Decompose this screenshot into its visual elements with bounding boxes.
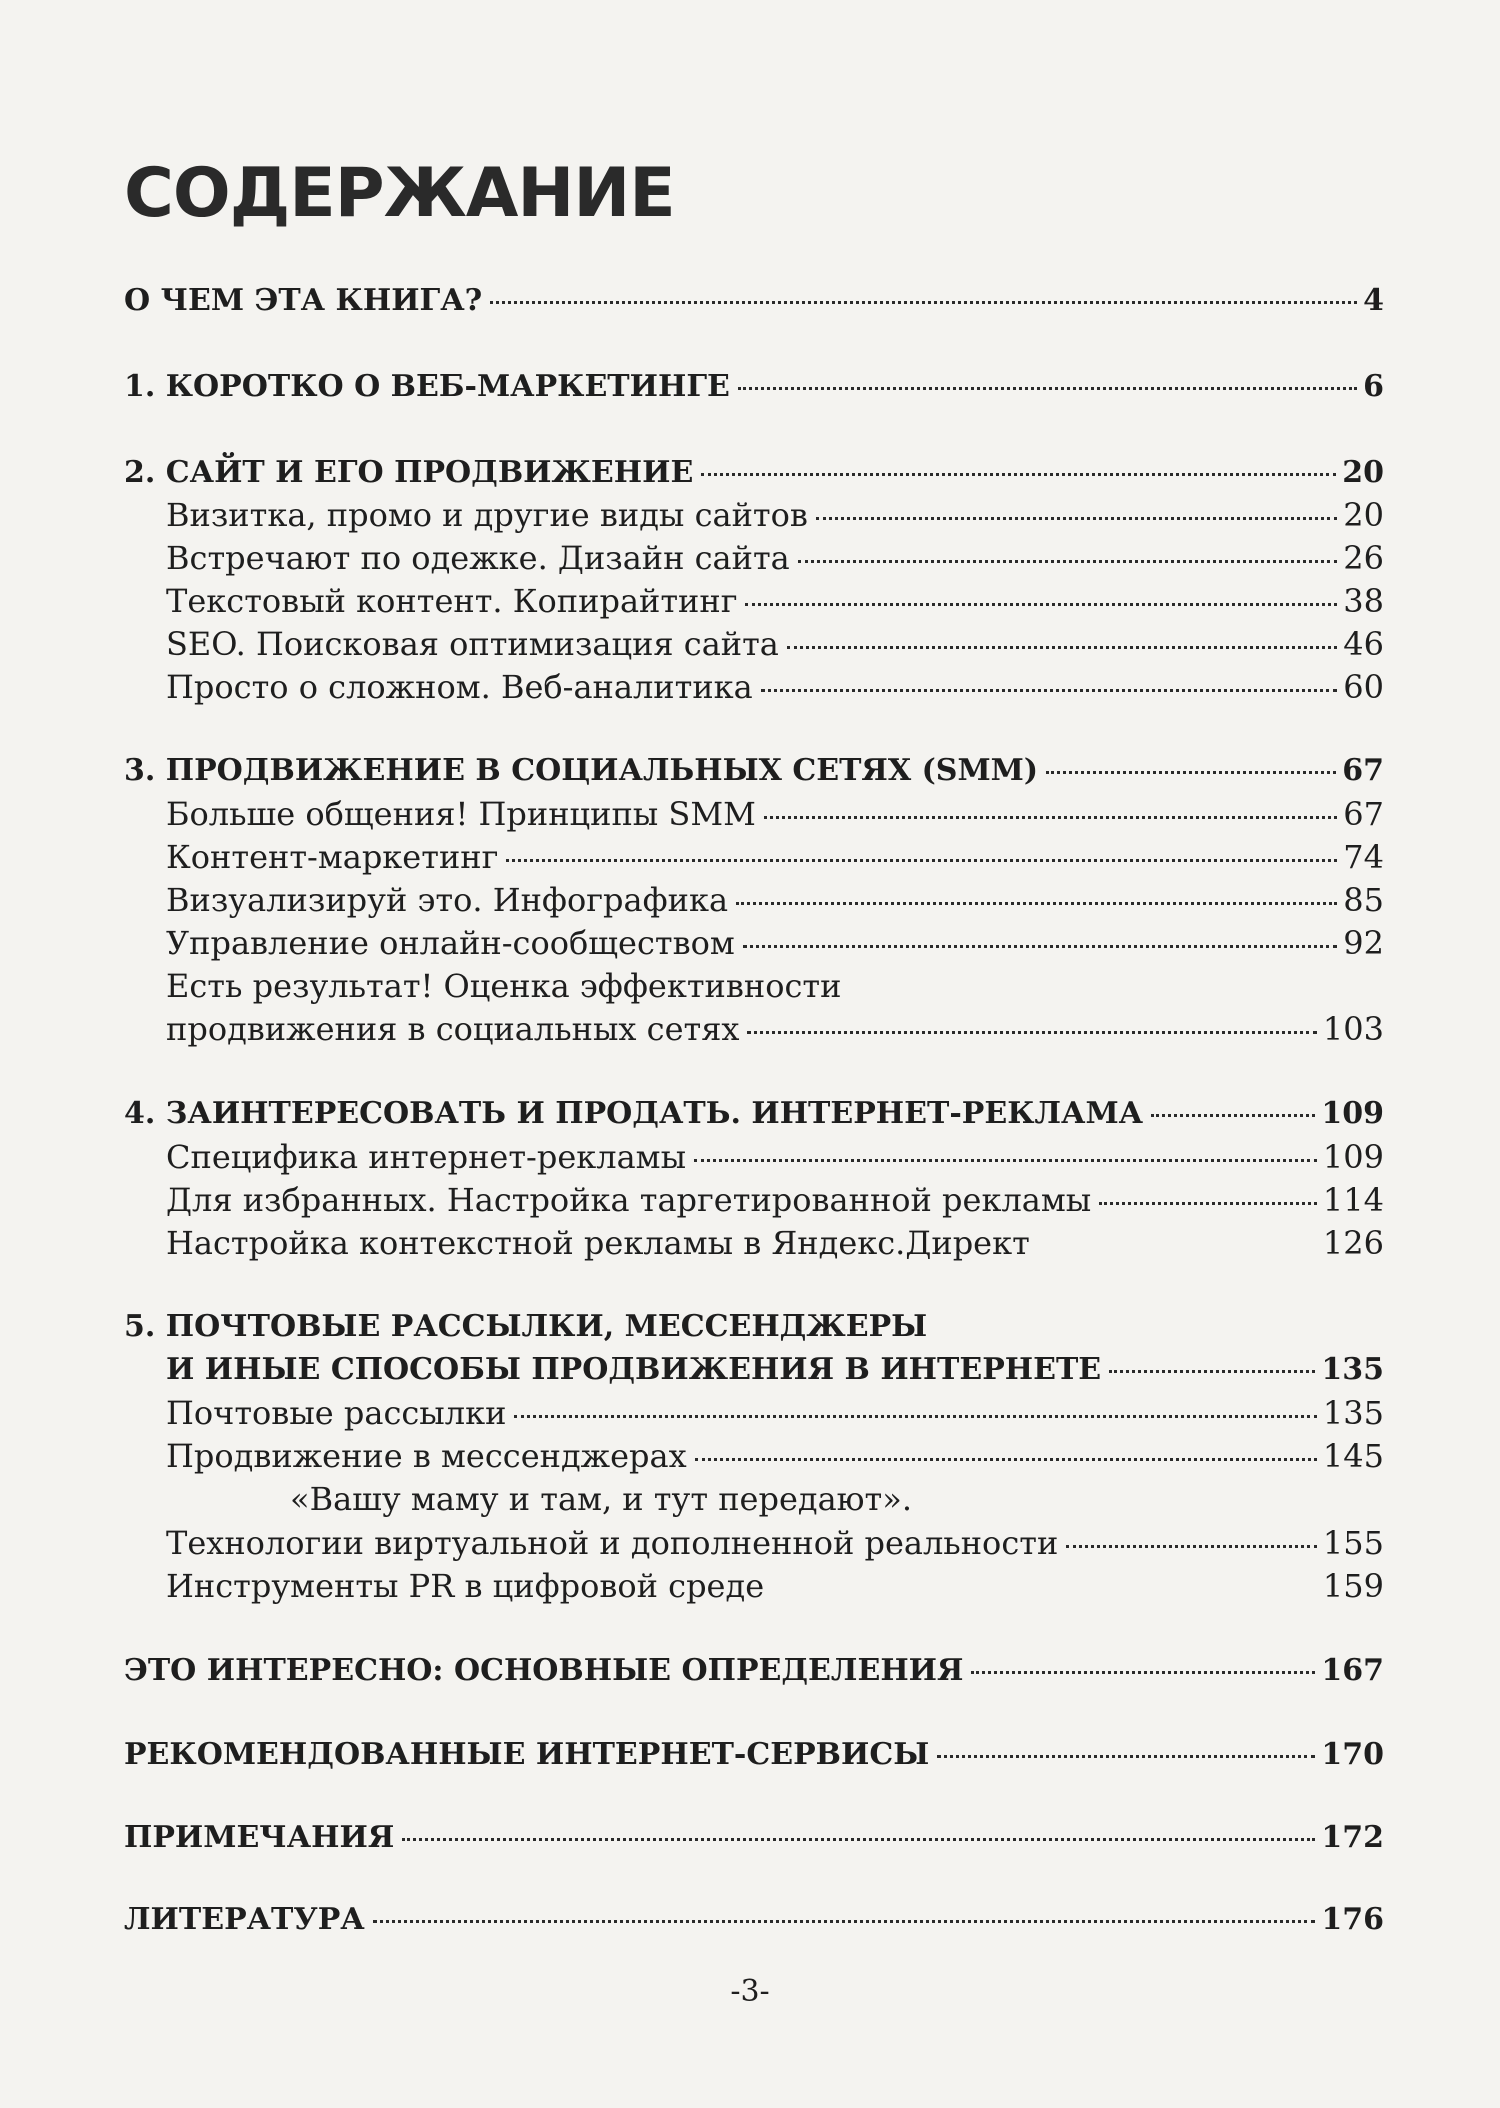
toc-subentry-line-2: «Вашу маму и там, и тут передают». (290, 1480, 912, 1518)
leader-dots (1109, 1370, 1315, 1373)
leader-dots (743, 945, 1338, 948)
toc-entry-services (124, 1734, 1384, 1776)
leader-dots (937, 1755, 1315, 1758)
toc-page-number: 26 (1343, 539, 1384, 577)
toc-label: О ЧЕМ ЭТА КНИГА? (124, 283, 483, 318)
toc-label: 3. ПРОДВИЖЕНИЕ В СОЦИАЛЬНЫХ СЕТЯХ (SMM) (124, 753, 1039, 788)
toc-label: Специфика интернет-рекламы (166, 1138, 687, 1176)
leader-dots (971, 1671, 1315, 1674)
leader-dots (736, 902, 1337, 905)
toc-subentry (166, 1435, 1384, 1477)
toc-subentry (166, 1136, 1384, 1178)
toc-label: Просто о сложном. Веб-аналитика (166, 668, 753, 706)
toc-page-number: 20 (1342, 455, 1384, 490)
toc-subentry-line-1: Есть результат! Оценка эффективности (166, 967, 842, 1005)
toc-page-number: 172 (1321, 1820, 1384, 1855)
toc-subentry (166, 623, 1384, 665)
leader-dots (761, 689, 1338, 692)
leader-dots (798, 560, 1338, 563)
toc-label: продвижения в социальных сетях (166, 1010, 740, 1048)
toc-page-number: 67 (1343, 795, 1384, 833)
toc-subentry (166, 793, 1384, 835)
toc-entry-chapter-5-line-1: 5. ПОЧТОВЫЕ РАССЫЛКИ, МЕССЕНДЖЕРЫ (124, 1309, 928, 1344)
toc-page-number: 38 (1343, 582, 1384, 620)
toc-page-number: 135 (1321, 1352, 1384, 1387)
toc-subentry (166, 836, 1384, 878)
toc-page-number: 67 (1342, 753, 1384, 788)
toc-subentry (166, 1179, 1384, 1221)
toc-subentry (166, 537, 1384, 579)
leader-dots (373, 1920, 1316, 1923)
toc-subentry (166, 666, 1384, 708)
toc-label: Визуализируй это. Инфографика (166, 881, 729, 919)
toc-label: ЭТО ИНТЕРЕСНО: ОСНОВНЫЕ ОПРЕДЕЛЕНИЯ (124, 1653, 964, 1688)
toc-page-number: 145 (1322, 1437, 1384, 1475)
leader-dots (738, 387, 1357, 390)
toc-page-number: 170 (1321, 1737, 1384, 1772)
toc-entry-chapter-5 (166, 1349, 1384, 1391)
toc-subentry (166, 1522, 1384, 1564)
toc-page-number: 6 (1363, 369, 1384, 404)
toc-page-number: 20 (1343, 496, 1384, 534)
toc-subentry (166, 494, 1384, 536)
toc-page-number: 155 (1322, 1524, 1384, 1562)
leader-dots (747, 1031, 1316, 1034)
page-title: СОДЕРЖАНИЕ (124, 154, 675, 233)
leader-dots (745, 603, 1337, 606)
toc-page-number: 114 (1322, 1181, 1384, 1219)
page-number-footer: -3- (730, 1974, 770, 2009)
leader-dots (506, 859, 1337, 862)
toc-label: Текстовый контент. Копирайтинг (166, 582, 738, 620)
toc-page-number: 103 (1322, 1010, 1384, 1048)
toc-page-number: 159 (1322, 1567, 1384, 1605)
toc-subentry (166, 879, 1384, 921)
table-of-contents (124, 0, 1384, 2108)
toc-label: 1. КОРОТКО О ВЕБ-МАРКЕТИНГЕ (124, 369, 730, 404)
leader-dots (816, 517, 1337, 520)
leader-dots (701, 473, 1336, 476)
leader-dots (787, 646, 1337, 649)
toc-page-number: 126 (1322, 1224, 1384, 1262)
toc-label: 4. ЗАИНТЕРЕСОВАТЬ И ПРОДАТЬ. ИНТЕРНЕТ-РЕКЛАМА (124, 1096, 1144, 1131)
toc-subentry (166, 1392, 1384, 1434)
toc-entry-chapter-2 (124, 452, 1384, 494)
toc-page-number: 60 (1343, 668, 1384, 706)
leader-dots (402, 1838, 1315, 1841)
leader-dots (1151, 1114, 1315, 1117)
toc-entry-notes (124, 1817, 1384, 1859)
toc-label: Контент-маркетинг (166, 838, 499, 876)
toc-label: Продвижение в мессенджерах (166, 1437, 687, 1475)
toc-label: ЛИТЕРАТУРА (124, 1902, 365, 1937)
toc-label: ПРИМЕЧАНИЯ (124, 1820, 395, 1855)
toc-subentry (166, 580, 1384, 622)
leader-dots (1046, 771, 1336, 774)
toc-page-number: 167 (1321, 1653, 1384, 1688)
toc-subentry (166, 1008, 1384, 1050)
toc-entry-chapter-1 (124, 366, 1384, 408)
leader-dots (695, 1458, 1317, 1461)
toc-page-number: 109 (1321, 1096, 1384, 1131)
toc-page-number: 74 (1343, 838, 1384, 876)
toc-entry-about (124, 280, 1384, 322)
toc-label: SEO. Поисковая оптимизация сайта (166, 625, 779, 663)
toc-label: Инструменты PR в цифровой среде (166, 1567, 765, 1605)
toc-page-number: 4 (1363, 283, 1384, 318)
toc-entry-literature (124, 1899, 1384, 1941)
toc-label: Технологии виртуальной и дополненной реальности (166, 1524, 1059, 1562)
toc-page-number: 46 (1343, 625, 1384, 663)
toc-subentry (166, 922, 1384, 964)
toc-label: Больше общения! Принципы SMM (166, 795, 756, 833)
toc-subentry (166, 1222, 1384, 1264)
leader-dots (694, 1159, 1317, 1162)
leader-dots (1066, 1545, 1317, 1548)
toc-label: РЕКОМЕНДОВАННЫЕ ИНТЕРНЕТ-СЕРВИСЫ (124, 1737, 930, 1772)
toc-page-number: 176 (1321, 1902, 1384, 1937)
toc-label: Управление онлайн-сообществом (166, 924, 735, 962)
toc-entry-definitions (124, 1650, 1384, 1692)
toc-entry-chapter-3 (124, 750, 1384, 792)
toc-label: Почтовые рассылки (166, 1394, 507, 1432)
toc-page-number: 109 (1322, 1138, 1384, 1176)
toc-entry-chapter-4 (124, 1093, 1384, 1135)
leader-dots (490, 301, 1357, 304)
toc-label: 2. САЙТ И ЕГО ПРОДВИЖЕНИЕ (124, 455, 694, 490)
toc-label: Настройка контекстной рекламы в Яндекс.Директ (166, 1224, 1030, 1262)
toc-page-number: 85 (1343, 881, 1384, 919)
toc-label: Для избранных. Настройка таргетированной рекламы (166, 1181, 1092, 1219)
leader-dots (764, 816, 1337, 819)
toc-page-number: 92 (1343, 924, 1384, 962)
toc-label: И ИНЫЕ СПОСОБЫ ПРОДВИЖЕНИЯ В ИНТЕРНЕТЕ (166, 1352, 1102, 1387)
leader-dots (514, 1415, 1317, 1418)
toc-page-number: 135 (1322, 1394, 1384, 1432)
toc-subentry (166, 1565, 1384, 1607)
leader-dots (1099, 1202, 1317, 1205)
toc-label: Встречают по одежке. Дизайн сайта (166, 539, 790, 577)
toc-label: Визитка, промо и другие виды сайтов (166, 496, 808, 534)
